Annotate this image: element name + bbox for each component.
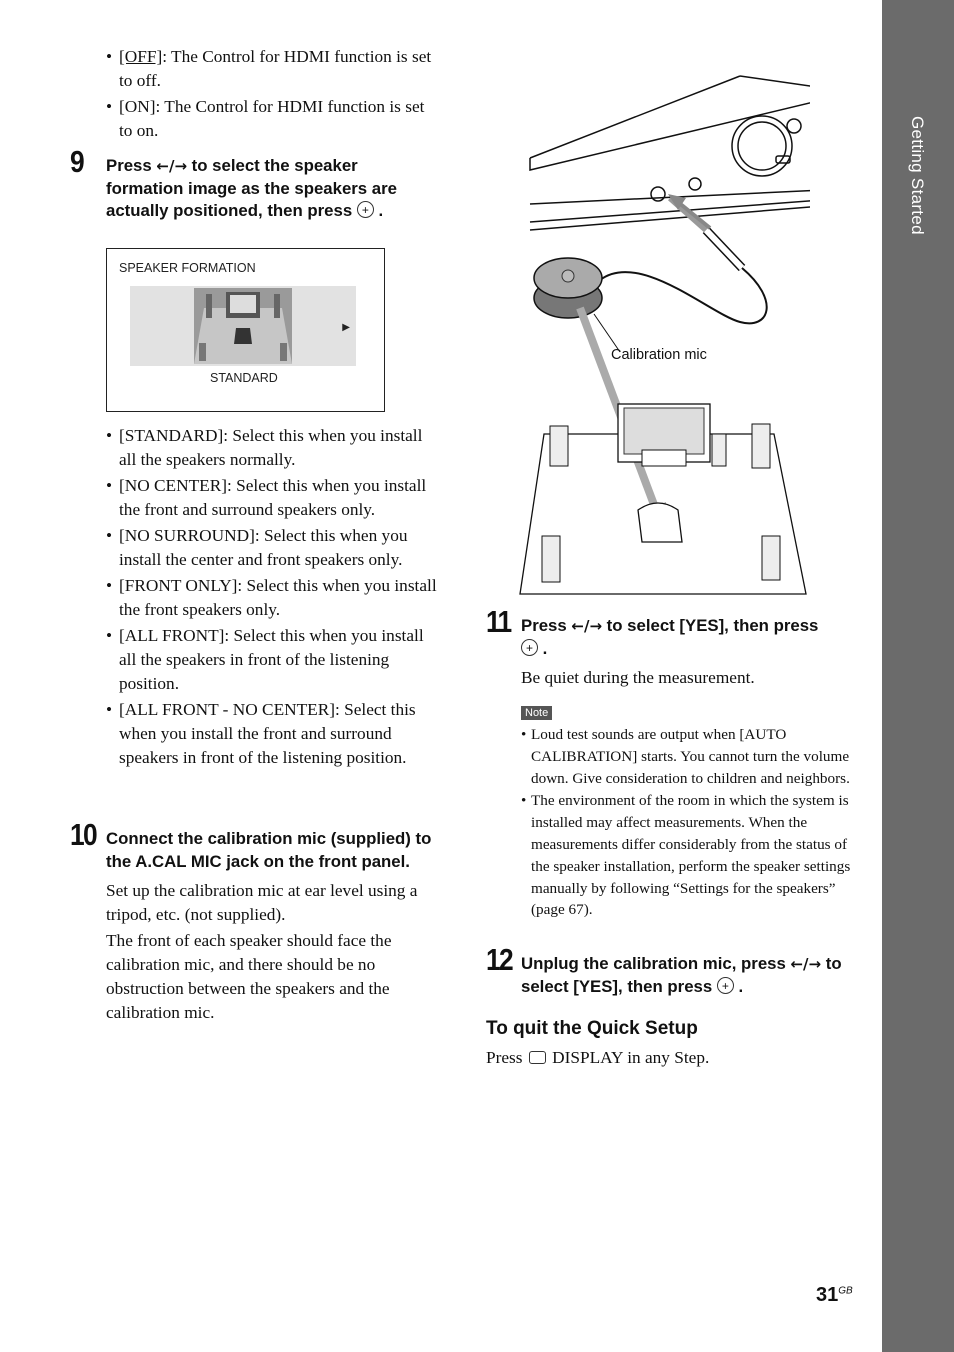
step-10-heading: Connect the calibration mic (supplied) to the A.CAL MIC jack on the front panel. xyxy=(106,829,432,871)
intro-bullets xyxy=(106,45,441,143)
sidebar-section-title: Getting Started xyxy=(908,116,927,235)
speaker-formation-screen xyxy=(106,248,385,412)
formation-bullets xyxy=(106,424,441,770)
enter-button-icon xyxy=(521,639,538,656)
step-12-number: 12 xyxy=(486,942,512,977)
step-10-para1: Set up the calibration mic at ear level using a tripod, etc. (not supplied). xyxy=(106,881,418,924)
enter-button-icon xyxy=(717,977,734,994)
step-9-number: 9 xyxy=(70,144,83,179)
notes xyxy=(521,724,856,921)
bullet-standard: • [STANDARD]: Select this when you install all the speakers normally. xyxy=(106,424,441,472)
page-number: $31^{GB}$ xyxy=(816,1284,853,1306)
bullet-all-front: • [ALL FRONT]: Select this when you install all the speakers in front of the listening position. xyxy=(106,624,441,696)
step-12 xyxy=(521,953,851,998)
bullet-off: • [OFF]: The Control for HDMI function is set to off. xyxy=(106,45,441,93)
step-10-para2: The front of each speaker should face the calibration mic, and there should be no obstruction between the speakers and the calibration mic. xyxy=(106,931,392,1022)
bullet-on: • [ON]: The Control for HDMI function is set to on. xyxy=(106,95,441,143)
bullet-front-only: • [FRONT ONLY]: Select this when you install the front speakers only. xyxy=(106,574,441,622)
step-11-body: Be quiet during the measurement. xyxy=(521,668,755,687)
display-button-icon xyxy=(529,1051,546,1064)
room-thumbnail-icon xyxy=(194,288,294,364)
arrows-icon: ←/→ xyxy=(571,617,603,635)
arrows-icon: ←/→ xyxy=(156,157,188,175)
quit-heading: To quit the Quick Setup xyxy=(486,1018,698,1039)
step-11-number: 11 xyxy=(486,604,511,639)
bullet-no-center: • [NO CENTER]: Select this when you install the front and surround speakers only. xyxy=(106,474,441,522)
note-item: • The environment of the room in which the system is installed may affect measurements. When the measurements differ considerably from the status of the speaker installation, perform the speaker settings manually by following “Settings for the speakers” (page 67). xyxy=(521,790,856,921)
formation-panel xyxy=(130,286,356,366)
step-12-heading: Unplug the calibration mic, press ←/→ to select [YES], then press + . xyxy=(521,953,851,998)
step-10-number: 10 xyxy=(70,817,96,852)
page-suffix: GB xyxy=(838,1285,853,1297)
quit-text: Press DISPLAY in any Step. xyxy=(486,1048,710,1067)
screen-title: SPEAKER FORMATION xyxy=(119,261,256,275)
note-label: Note xyxy=(521,706,552,720)
bullet-all-front-no-center: • [ALL FRONT - NO CENTER]: Select this when you install the front and surround speakers in front of the listening position. xyxy=(106,698,441,770)
step-11 xyxy=(521,615,851,690)
note-item: • Loud test sounds are output when [AUTO CALIBRATION] starts. You cannot turn the volume down. Give consideration to children and neighbors. xyxy=(521,724,856,789)
step-9-heading: Press ←/→ to select the speaker formation image as the speakers are actually positioned, then press + . xyxy=(106,155,436,223)
step-11-heading: Press ←/→ to select [YES], then press + . xyxy=(521,615,851,660)
step-10 xyxy=(106,828,441,1025)
calibration-mic-caption: Calibration mic xyxy=(611,347,707,363)
arrows-icon: ←/→ xyxy=(790,955,822,973)
enter-button-icon xyxy=(357,201,374,218)
bullet-no-surround: • [NO SURROUND]: Select this when you install the center and front speakers only. xyxy=(106,524,441,572)
calibration-illustration xyxy=(510,70,810,600)
formation-option: STANDARD xyxy=(210,371,278,385)
next-arrow-icon: ▶ xyxy=(342,322,350,333)
